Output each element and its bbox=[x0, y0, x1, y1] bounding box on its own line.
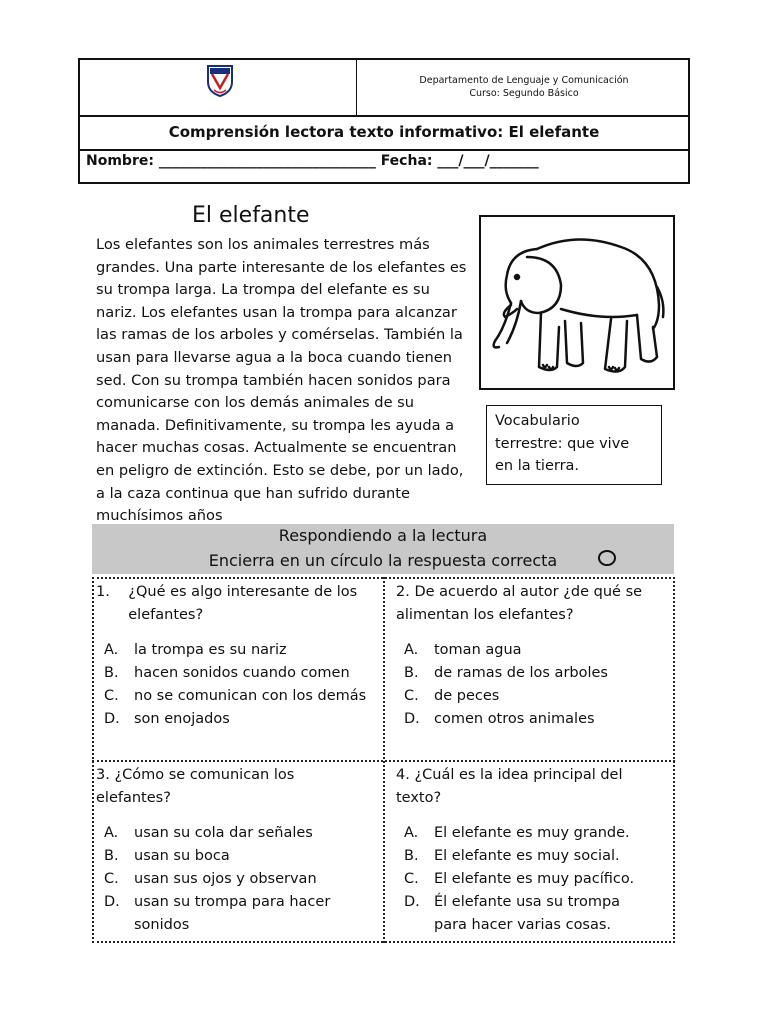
question-text-line: 1. ¿Qué es algo interesante de los bbox=[96, 584, 358, 600]
question-4-options bbox=[404, 822, 634, 937]
reading-line: Los elefantes son los animales terrestres más bbox=[96, 236, 430, 253]
header-title-row bbox=[80, 117, 688, 151]
reading-line: a la caza continua que han sufrido durante bbox=[96, 484, 410, 502]
header-top-row bbox=[80, 60, 688, 117]
reading-line: usan para llevarse agua a la boca cuando tienen bbox=[96, 348, 452, 366]
reading-line: manada. Definitivamente, su trompa les ayuda a bbox=[96, 416, 455, 434]
option-letter: D. bbox=[104, 711, 120, 727]
question-text-line: 4. ¿Cuál es la idea principal del bbox=[396, 767, 623, 783]
question-3 bbox=[96, 764, 294, 809]
department-name: Departamento de Lenguaje y Comunicación bbox=[419, 75, 629, 86]
answer-option[interactable] bbox=[104, 914, 330, 937]
answer-option[interactable] bbox=[104, 708, 366, 731]
answer-option[interactable] bbox=[104, 662, 366, 685]
answer-option[interactable] bbox=[404, 845, 634, 868]
reading-line: nariz. Los elefantes usan la trompa para alcanzar bbox=[96, 303, 457, 321]
reading-line: sed. Con su trompa también hacen sonidos para bbox=[96, 371, 451, 389]
answer-option[interactable] bbox=[104, 685, 366, 708]
option-text: comen otros animales bbox=[434, 711, 595, 727]
option-text: de ramas de los arboles bbox=[434, 665, 608, 681]
option-letter: D. bbox=[404, 894, 420, 910]
option-text: son enojados bbox=[134, 711, 230, 727]
reading-line: comunicarse con los demás animales de su bbox=[96, 394, 415, 412]
vocabulary-definition: en la tierra. bbox=[495, 458, 580, 474]
option-letter: C. bbox=[404, 871, 419, 887]
question-text-line: elefantes? bbox=[96, 606, 204, 623]
option-letter: C. bbox=[404, 688, 419, 704]
reading-line: hacer muchas cosas. Actualmente se encuentran bbox=[96, 439, 457, 457]
option-text: El elefante es muy social. bbox=[434, 848, 620, 864]
question-2 bbox=[396, 581, 642, 626]
option-text: Él elefante usa su trompa bbox=[434, 894, 621, 910]
question-4 bbox=[396, 764, 623, 809]
logo-cell bbox=[80, 60, 357, 115]
option-letter: C. bbox=[104, 688, 119, 704]
answer-option[interactable] bbox=[104, 868, 330, 891]
option-text: toman agua bbox=[434, 642, 522, 658]
answer-option[interactable] bbox=[404, 822, 634, 845]
option-text: El elefante es muy grande. bbox=[434, 825, 630, 841]
vocabulary-heading: Vocabulario bbox=[495, 413, 580, 429]
question-2-options bbox=[404, 639, 608, 731]
grid-divider-horizontal bbox=[92, 760, 675, 762]
option-letter: D. bbox=[404, 711, 420, 727]
question-3-options bbox=[104, 822, 330, 937]
option-letter: B. bbox=[404, 665, 419, 681]
question-text-line: texto? bbox=[396, 789, 442, 806]
reading-title: El elefante bbox=[192, 203, 310, 228]
option-letter: A. bbox=[404, 825, 419, 841]
option-letter: A. bbox=[104, 825, 119, 841]
answer-option[interactable] bbox=[104, 845, 330, 868]
reading-line: muchísimos años bbox=[96, 507, 223, 525]
banner-instruction: Encierra en un círculo la respuesta correcta bbox=[208, 551, 558, 570]
answer-option[interactable] bbox=[104, 822, 330, 845]
question-text-line: 3. ¿Cómo se comunican los bbox=[96, 767, 295, 783]
reading-line: su trompa larga. La trompa del elefante es su bbox=[96, 281, 430, 299]
elephant-icon bbox=[481, 217, 673, 388]
question-1-options bbox=[104, 639, 366, 731]
option-letter: D. bbox=[104, 894, 120, 910]
question-text-line: 2. De acuerdo al autor ¿de qué se bbox=[396, 584, 643, 600]
answer-option[interactable] bbox=[104, 639, 366, 662]
option-text: usan su boca bbox=[134, 848, 230, 864]
circle-icon bbox=[596, 548, 618, 568]
option-letter: A. bbox=[104, 642, 119, 658]
option-text: usan sus ojos y observan bbox=[134, 871, 317, 887]
option-text: no se comunican con los demás bbox=[134, 688, 367, 704]
name-date-line: Nombre: _______________________________ Fecha: ___/___/_______ bbox=[86, 153, 539, 169]
option-letter: B. bbox=[404, 848, 419, 864]
option-text: para hacer varias cosas. bbox=[434, 917, 612, 933]
option-text: usan su cola dar señales bbox=[134, 825, 313, 841]
question-1 bbox=[96, 581, 357, 626]
reading-line: las ramas de los arboles y comérselas. También la bbox=[96, 326, 463, 344]
school-crest-icon bbox=[206, 64, 234, 98]
option-letter: B. bbox=[104, 848, 119, 864]
worksheet-title: Comprensión lectora texto informativo: El elefante bbox=[168, 123, 600, 141]
option-text: usan su trompa para hacer bbox=[134, 894, 331, 910]
department-info bbox=[358, 74, 690, 100]
header-table bbox=[78, 58, 690, 184]
answer-option[interactable] bbox=[404, 891, 634, 914]
answer-option[interactable] bbox=[404, 708, 608, 731]
option-text: la trompa es su nariz bbox=[134, 642, 287, 658]
reading-text bbox=[96, 234, 480, 528]
reading-line: grandes. Una parte interesante de los elefantes es bbox=[96, 258, 467, 276]
option-letter: A. bbox=[404, 642, 419, 658]
option-text: hacen sonidos cuando comen bbox=[134, 665, 350, 681]
reading-line: en peligro de extinción. Esto se debe, por un lado, bbox=[96, 461, 464, 479]
elephant-image bbox=[479, 215, 675, 390]
instructions-banner bbox=[92, 524, 674, 574]
option-letter: B. bbox=[104, 665, 119, 681]
answer-option[interactable] bbox=[404, 662, 608, 685]
vocabulary-box bbox=[486, 405, 662, 485]
vocabulary-definition: terrestre: que vive bbox=[495, 435, 630, 452]
answer-option[interactable] bbox=[404, 685, 608, 708]
banner-heading: Respondiendo a la lectura bbox=[278, 526, 488, 545]
option-text: sonidos bbox=[134, 917, 190, 933]
answer-option[interactable] bbox=[104, 891, 330, 914]
option-text: de peces bbox=[434, 688, 500, 704]
answer-option[interactable] bbox=[404, 914, 634, 937]
option-letter: C. bbox=[104, 871, 119, 887]
question-text-line: alimentan los elefantes? bbox=[396, 606, 574, 623]
option-text: El elefante es muy pacífico. bbox=[434, 871, 635, 887]
answer-option[interactable] bbox=[404, 639, 608, 662]
course-name: Curso: Segundo Básico bbox=[469, 88, 579, 99]
answer-option[interactable] bbox=[404, 868, 634, 891]
question-text-line: elefantes? bbox=[96, 789, 171, 806]
